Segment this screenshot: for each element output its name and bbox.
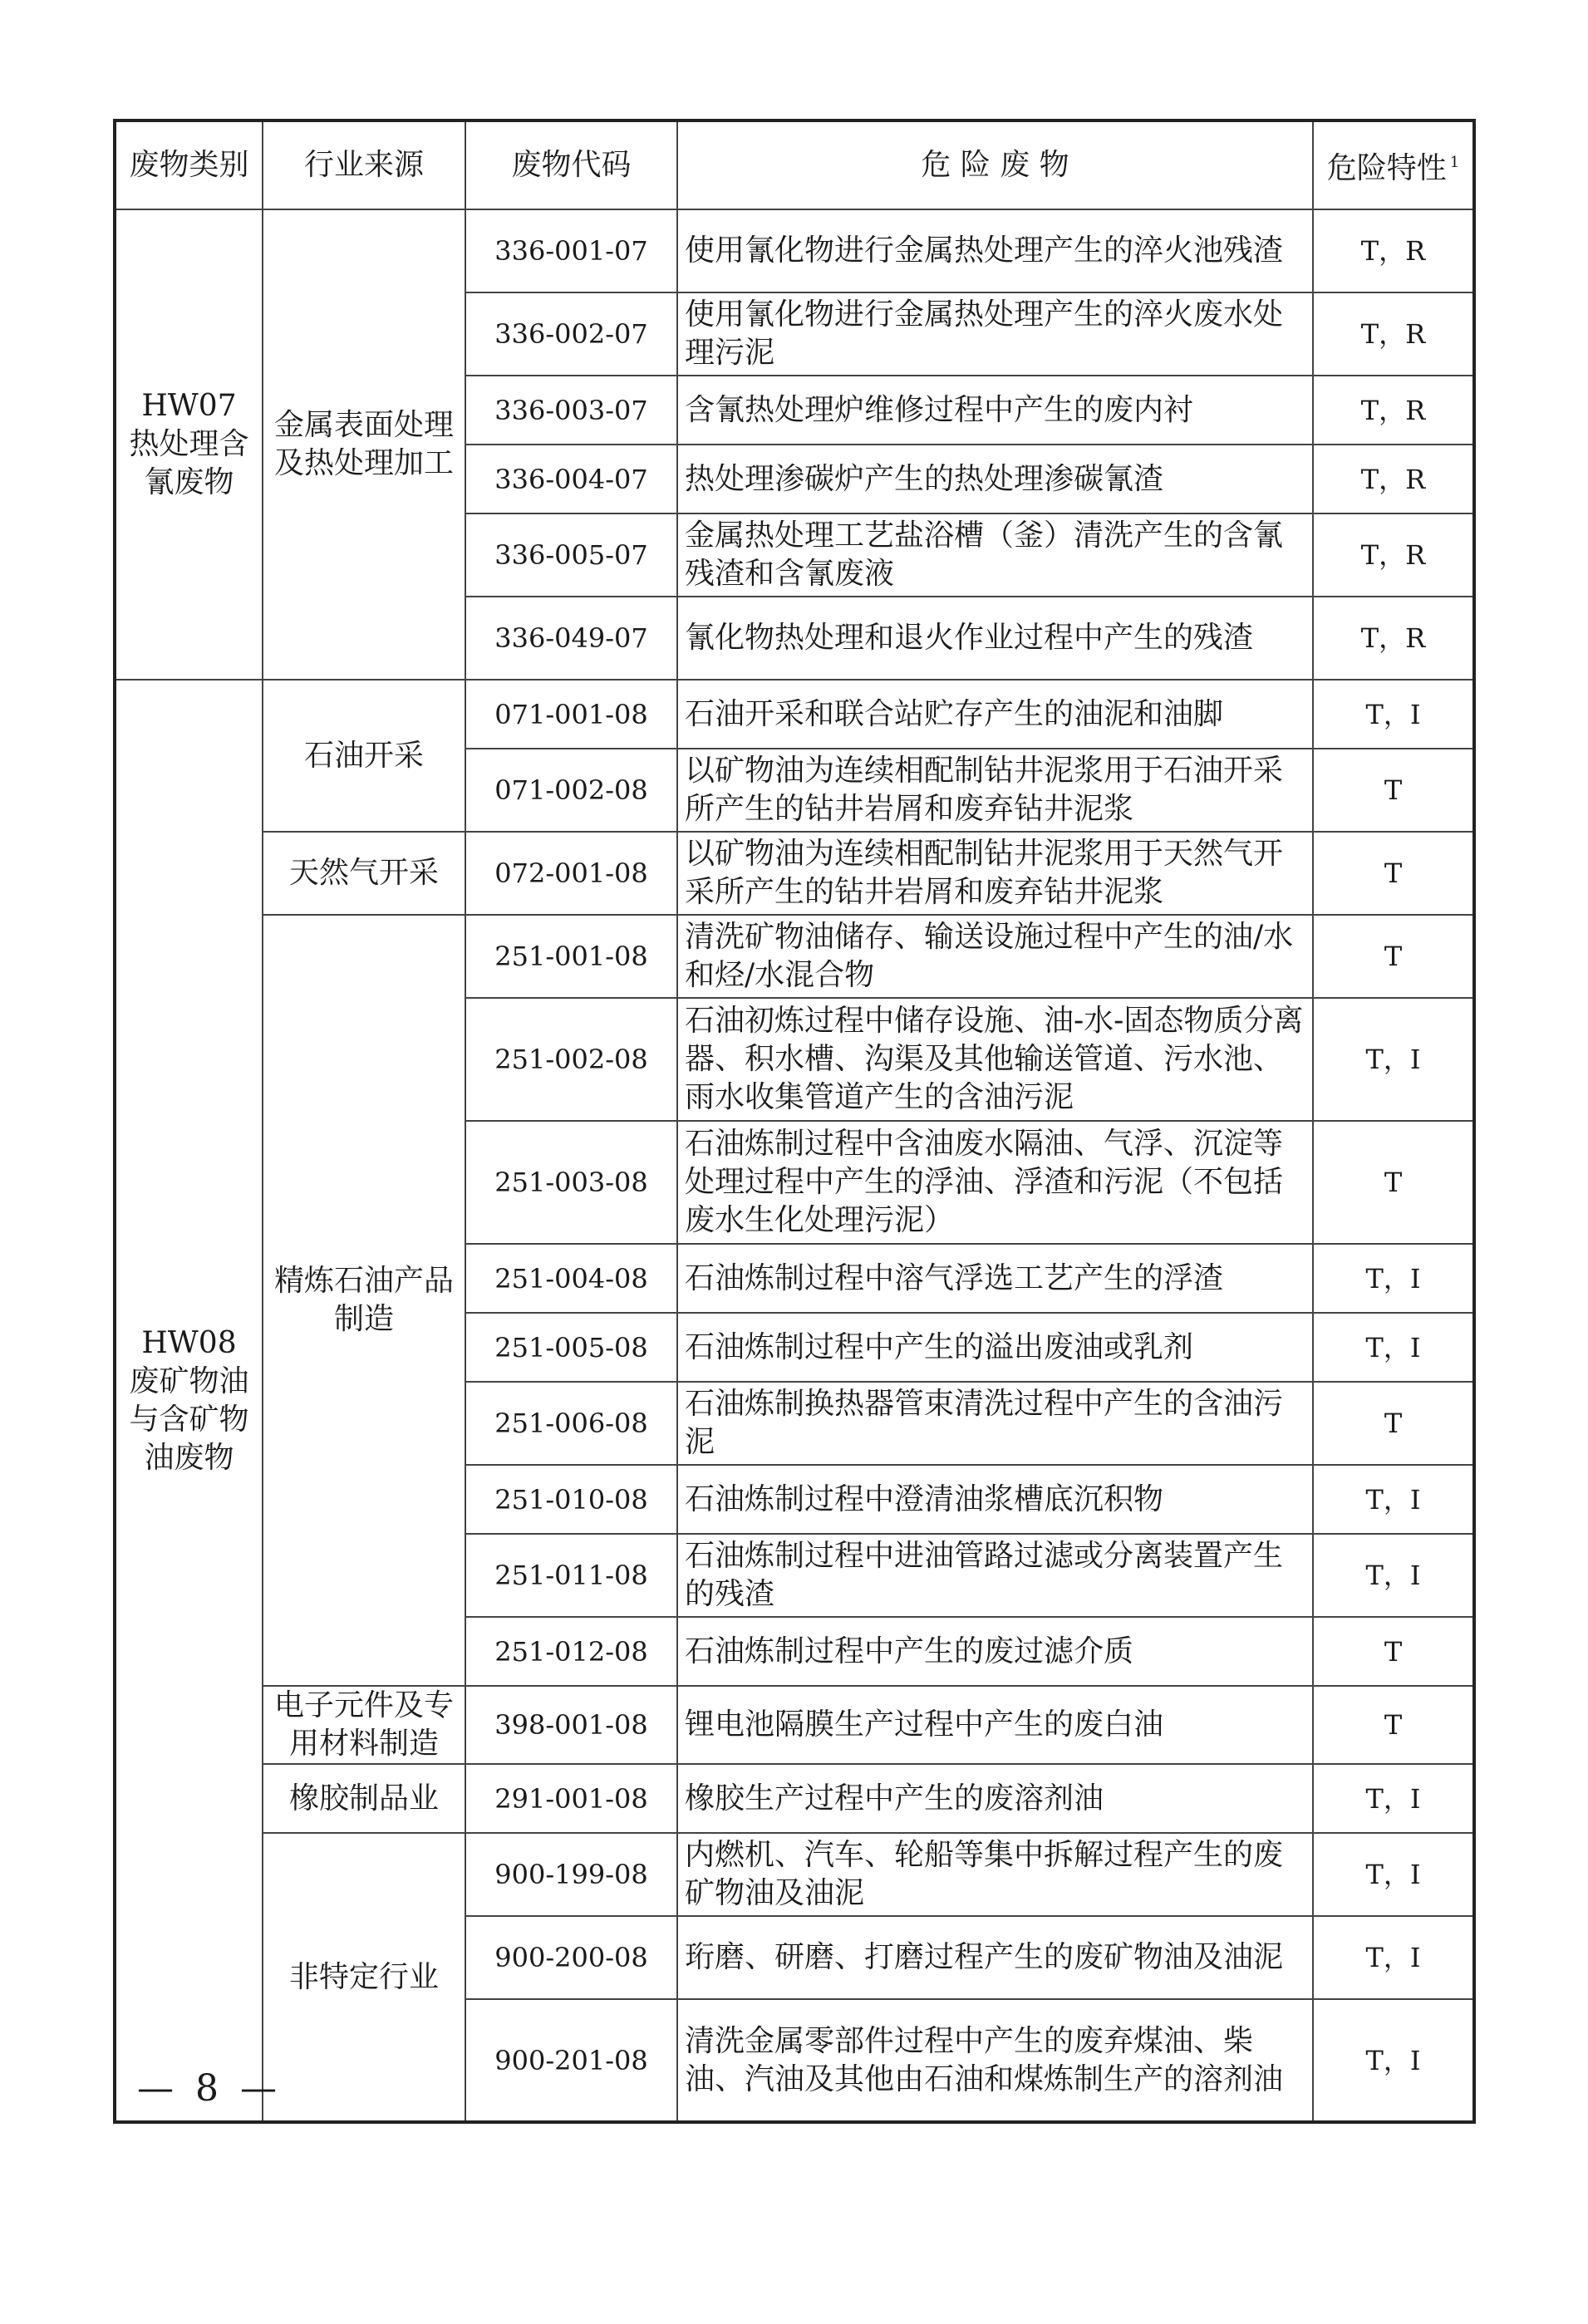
waste-description-cell: 金属热处理工艺盐浴槽（釜）清洗产生的含氰残渣和含氰废液 (677, 513, 1313, 597)
table-row (115, 680, 1474, 749)
waste-code-cell: 251-004-08 (465, 1244, 677, 1313)
waste-code-cell: 336-003-07 (465, 376, 677, 445)
table-body (115, 209, 1474, 2122)
hazard-characteristic-cell: T，R (1313, 376, 1474, 445)
hazard-characteristic-cell: T，I (1313, 1916, 1474, 1999)
waste-code-cell: 251-001-08 (465, 915, 677, 998)
table-row (115, 1833, 1474, 1916)
waste-code-cell: 251-010-08 (465, 1465, 677, 1534)
table-row (115, 1764, 1474, 1833)
industry-source-cell: 精炼石油产品 制造 (263, 915, 465, 1686)
table-row (115, 915, 1474, 998)
header-category: 废物类别 (115, 120, 263, 209)
waste-description-cell: 石油炼制换热器管束清洗过程中产生的含油污泥 (677, 1382, 1313, 1465)
hazard-characteristic-cell: T (1313, 1686, 1474, 1764)
hazard-characteristic-cell: T (1313, 1617, 1474, 1686)
waste-description-cell: 石油炼制过程中含油废水隔油、气浮、沉淀等处理过程中产生的浮油、浮渣和污泥（不包括废水生化处理污泥） (677, 1121, 1313, 1244)
waste-code-cell: 251-002-08 (465, 998, 677, 1121)
hazard-characteristic-cell: T (1313, 832, 1474, 915)
waste-code-cell: 072-001-08 (465, 832, 677, 915)
hazard-characteristic-cell: T，R (1313, 209, 1474, 292)
table-row (115, 209, 1474, 292)
waste-description-cell: 珩磨、研磨、打磨过程产生的废矿物油及油泥 (677, 1916, 1313, 1999)
waste-description-cell: 清洗矿物油储存、输送设施过程中产生的油/水和烃/水混合物 (677, 915, 1313, 998)
waste-description-cell: 清洗金属零部件过程中产生的废弃煤油、柴油、汽油及其他由石油和煤炼制生产的溶剂油 (677, 1999, 1313, 2122)
waste-code-cell: 071-002-08 (465, 749, 677, 832)
waste-category-cell: HW08 废矿物油 与含矿物 油废物 (115, 680, 263, 2122)
waste-description-cell: 使用氰化物进行金属热处理产生的淬火池残渣 (677, 209, 1313, 292)
waste-code-cell: 251-012-08 (465, 1617, 677, 1686)
hazard-characteristic-cell: T，I (1313, 1465, 1474, 1534)
waste-code-cell: 336-004-07 (465, 445, 677, 513)
waste-description-cell: 石油炼制过程中溶气浮选工艺产生的浮渣 (677, 1244, 1313, 1313)
hazard-characteristic-cell: T，I (1313, 1999, 1474, 2122)
hazard-characteristic-cell: T，I (1313, 1764, 1474, 1833)
waste-code-cell: 251-006-08 (465, 1382, 677, 1465)
waste-code-cell: 900-201-08 (465, 1999, 677, 2122)
footnote-marker: 1 (1449, 153, 1460, 171)
waste-code-cell: 251-005-08 (465, 1313, 677, 1382)
waste-category-cell: HW07 热处理含 氰废物 (115, 209, 263, 680)
waste-description-cell: 热处理渗碳炉产生的热处理渗碳氰渣 (677, 445, 1313, 513)
hazard-characteristic-cell: T，I (1313, 1833, 1474, 1916)
waste-code-cell: 336-005-07 (465, 513, 677, 597)
waste-description-cell: 使用氰化物进行金属热处理产生的淬火废水处理污泥 (677, 292, 1313, 376)
header-source: 行业来源 (263, 120, 465, 209)
hazard-characteristic-cell: T，R (1313, 292, 1474, 376)
waste-code-cell: 336-001-07 (465, 209, 677, 292)
waste-code-cell: 398-001-08 (465, 1686, 677, 1764)
industry-source-cell: 石油开采 (263, 680, 465, 832)
waste-description-cell: 石油炼制过程中产生的废过滤介质 (677, 1617, 1313, 1686)
hazard-characteristic-cell: T (1313, 1121, 1474, 1244)
hazardous-waste-table (113, 119, 1476, 2124)
industry-source-cell: 非特定行业 (263, 1833, 465, 2122)
header-characteristic (1313, 120, 1474, 209)
header-characteristic-label: 危险特性 (1326, 150, 1447, 185)
waste-description-cell: 石油炼制过程中澄清油浆槽底沉积物 (677, 1465, 1313, 1534)
waste-description-cell: 含氰热处理炉维修过程中产生的废内衬 (677, 376, 1313, 445)
waste-description-cell: 内燃机、汽车、轮船等集中拆解过程产生的废矿物油及油泥 (677, 1833, 1313, 1916)
waste-code-cell: 071-001-08 (465, 680, 677, 749)
hazard-characteristic-cell: T (1313, 915, 1474, 998)
waste-code-cell: 336-002-07 (465, 292, 677, 376)
hazard-characteristic-cell: T (1313, 749, 1474, 832)
hazard-characteristic-cell: T，I (1313, 680, 1474, 749)
waste-description-cell: 橡胶生产过程中产生的废溶剂油 (677, 1764, 1313, 1833)
waste-description-cell: 以矿物油为连续相配制钻井泥浆用于石油开采所产生的钻井岩屑和废弃钻井泥浆 (677, 749, 1313, 832)
hazard-characteristic-cell: T，R (1313, 513, 1474, 597)
waste-description-cell: 石油初炼过程中储存设施、油-水-固态物质分离器、积水槽、沟渠及其他输送管道、污水池、雨水收集管道产生的含油污泥 (677, 998, 1313, 1121)
industry-source-cell: 橡胶制品业 (263, 1764, 465, 1833)
waste-code-cell: 251-011-08 (465, 1534, 677, 1617)
waste-description-cell: 锂电池隔膜生产过程中产生的废白油 (677, 1686, 1313, 1764)
waste-description-cell: 氰化物热处理和退火作业过程中产生的残渣 (677, 597, 1313, 680)
hazard-characteristic-cell: T，I (1313, 1534, 1474, 1617)
waste-description-cell: 石油炼制过程中进油管路过滤或分离装置产生的残渣 (677, 1534, 1313, 1617)
table-header-row (115, 120, 1474, 209)
hazard-characteristic-cell: T，I (1313, 1313, 1474, 1382)
industry-source-cell: 电子元件及专 用材料制造 (263, 1686, 465, 1764)
waste-code-cell: 900-200-08 (465, 1916, 677, 1999)
waste-code-cell: 251-003-08 (465, 1121, 677, 1244)
industry-source-cell: 天然气开采 (263, 832, 465, 915)
waste-description-cell: 石油炼制过程中产生的溢出废油或乳剂 (677, 1313, 1313, 1382)
waste-description-cell: 石油开采和联合站贮存产生的油泥和油脚 (677, 680, 1313, 749)
hazard-characteristic-cell: T，R (1313, 597, 1474, 680)
industry-source-cell: 金属表面处理 及热处理加工 (263, 209, 465, 680)
hazard-characteristic-cell: T (1313, 1382, 1474, 1465)
waste-code-cell: 900-199-08 (465, 1833, 677, 1916)
hazard-characteristic-cell: T，I (1313, 1244, 1474, 1313)
hazard-characteristic-cell: T，R (1313, 445, 1474, 513)
waste-description-cell: 以矿物油为连续相配制钻井泥浆用于天然气开采所产生的钻井岩屑和废弃钻井泥浆 (677, 832, 1313, 915)
waste-code-cell: 291-001-08 (465, 1764, 677, 1833)
header-waste: 危 险 废 物 (677, 120, 1313, 209)
header-code: 废物代码 (465, 120, 677, 209)
waste-code-cell: 336-049-07 (465, 597, 677, 680)
table-row (115, 1686, 1474, 1764)
hazard-characteristic-cell: T，I (1313, 998, 1474, 1121)
table-row (115, 832, 1474, 915)
page-number: — 8 — (137, 2067, 282, 2110)
